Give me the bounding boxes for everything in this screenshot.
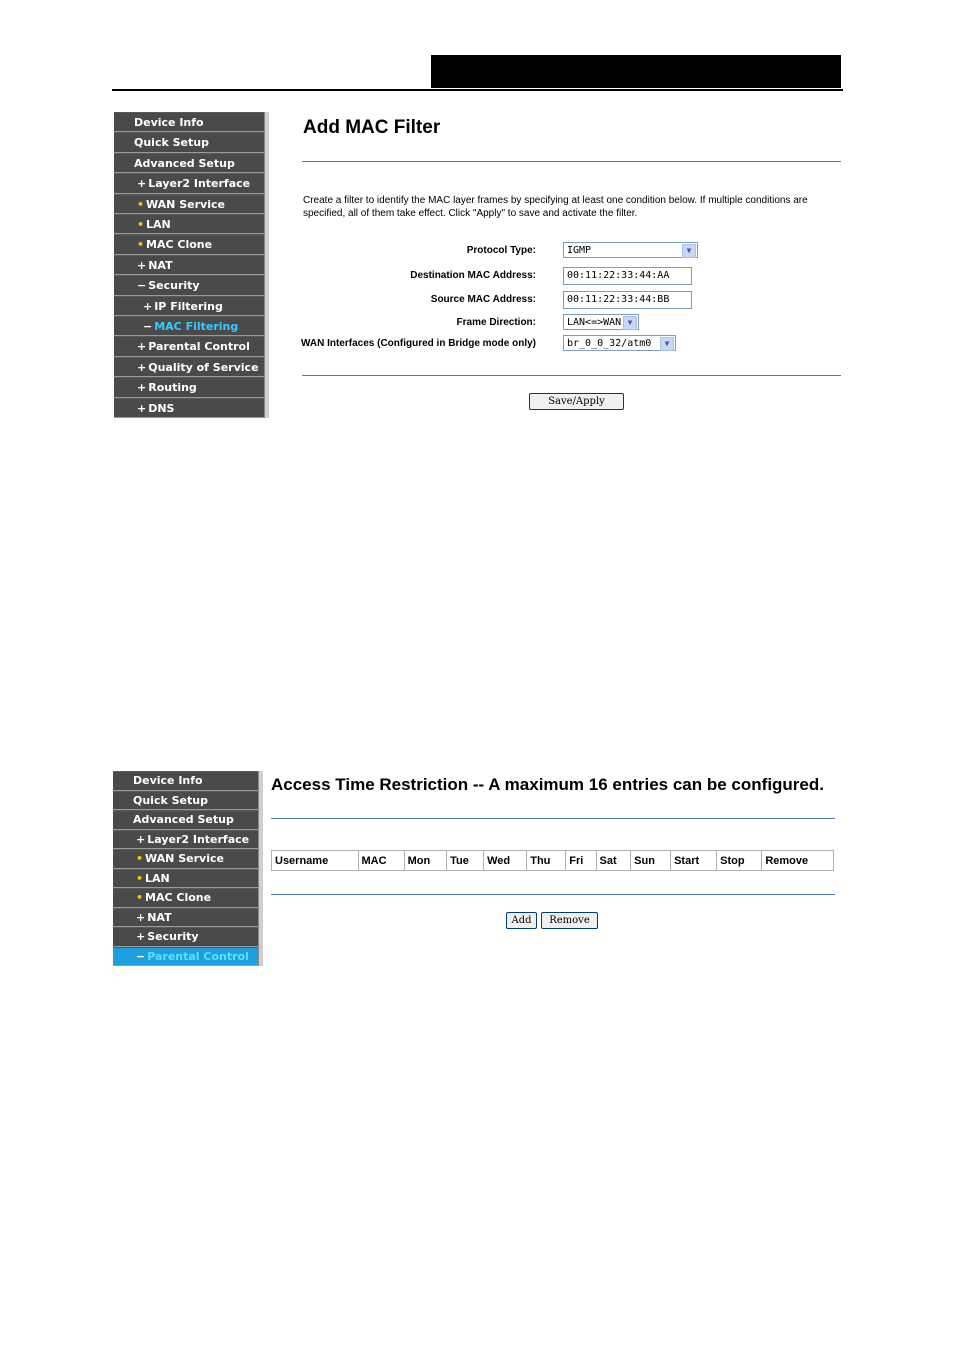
sidebar-item-ip-filtering[interactable]: [114, 297, 264, 316]
protocol-type-label: Protocol Type:: [466, 245, 536, 256]
sidebar-item-lan[interactable]: [113, 870, 258, 889]
sidebar-item-quick-setup[interactable]: [113, 792, 258, 811]
chevron-down-icon: ▼: [623, 316, 637, 330]
sidebar-item-label: NAT: [148, 258, 173, 272]
page-title: Add MAC Filter: [303, 117, 441, 138]
sidebar-item-layer2-interface[interactable]: [113, 831, 258, 850]
sidebar-item-quality-of-service[interactable]: [114, 358, 264, 377]
bullet-icon: •: [136, 891, 144, 904]
expand-icon: +: [137, 360, 147, 374]
sidebar-item-layer2-interface[interactable]: [114, 174, 264, 193]
expand-icon: +: [143, 299, 153, 313]
bullet-icon: •: [137, 218, 145, 231]
add-button[interactable]: Add: [506, 912, 537, 929]
sidebar-item-label: DNS: [148, 401, 175, 415]
column-header-thu: Thu: [527, 851, 566, 871]
frame-direction-select[interactable]: [563, 314, 639, 330]
restriction-table: [271, 850, 834, 871]
expand-icon: +: [137, 258, 147, 272]
sidebar-item-security[interactable]: [114, 276, 264, 295]
screenshot-access-time-restriction: [113, 771, 840, 966]
sidebar-nav: [113, 771, 258, 966]
expand-icon: +: [136, 910, 146, 924]
sidebar-item-advanced-setup[interactable]: [114, 154, 264, 173]
column-header-remove: Remove: [762, 851, 834, 871]
sidebar-item-label: Security: [148, 279, 200, 293]
sidebar-item-label: Quick Setup: [134, 136, 209, 150]
save-apply-button[interactable]: Save/Apply: [529, 393, 624, 410]
wan-interfaces-select[interactable]: [563, 335, 676, 351]
sidebar-item-advanced-setup[interactable]: [113, 811, 258, 830]
wan-interfaces-value: br_0_0_32/atm0: [567, 338, 652, 349]
column-header-stop: Stop: [717, 851, 762, 871]
column-header-wed: Wed: [484, 851, 527, 871]
sidebar-item-parental-control[interactable]: [113, 948, 258, 967]
collapse-icon: −: [136, 949, 146, 963]
sidebar-item-label: Layer2 Interface: [147, 832, 250, 846]
sidebar-item-mac-clone[interactable]: [114, 235, 264, 254]
header-bar: [431, 55, 841, 88]
title-divider: [271, 818, 835, 819]
sidebar-item-device-info[interactable]: [114, 113, 264, 132]
sidebar-item-nat[interactable]: [113, 909, 258, 928]
sidebar-item-label: Layer2 Interface: [148, 177, 251, 191]
expand-icon: +: [136, 832, 146, 846]
sidebar-item-security[interactable]: [113, 928, 258, 947]
column-header-fri: Fri: [566, 851, 596, 871]
sidebar-item-dns[interactable]: [114, 399, 264, 418]
expand-icon: +: [137, 401, 147, 415]
table-divider: [271, 894, 835, 895]
column-header-sat: Sat: [596, 851, 631, 871]
sidebar-item-parental-control[interactable]: [114, 337, 264, 356]
source-mac-input[interactable]: 00:11:22:33:44:BB: [563, 291, 692, 309]
expand-icon: +: [137, 381, 147, 395]
sidebar-item-label: LAN: [145, 871, 170, 885]
frame-direction-value: LAN<=>WAN: [567, 317, 622, 328]
sidebar-item-label: LAN: [146, 218, 171, 231]
wan-interfaces-label: WAN Interfaces (Configured in Bridge mode only): [300, 338, 536, 349]
sidebar-item-quick-setup[interactable]: [114, 133, 264, 152]
chevron-down-icon: ▼: [682, 244, 696, 258]
sidebar-item-label: MAC Filtering: [154, 320, 239, 333]
sidebar-item-label: Parental Control: [147, 949, 249, 963]
column-header-mac: MAC: [358, 851, 404, 871]
sidebar-item-mac-clone[interactable]: [113, 889, 258, 908]
sidebar-item-label: Quick Setup: [133, 793, 208, 807]
sidebar-item-label: Advanced Setup: [134, 156, 235, 170]
collapse-icon: −: [143, 320, 153, 333]
bullet-icon: •: [137, 238, 145, 252]
sidebar-item-wan-service[interactable]: [114, 195, 264, 214]
column-header-start: Start: [671, 851, 717, 871]
page-title: Access Time Restriction -- A maximum 16 entries can be configured.: [271, 775, 824, 794]
sidebar-item-label: Device Info: [134, 116, 204, 129]
protocol-type-value: IGMP: [567, 245, 592, 256]
sidebar-item-label: MAC Clone: [146, 238, 213, 252]
description-text: Create a filter to identify the MAC layer frames by specifying at least one condition below. If multiple conditions are specified, all of them take effect. Click "Apply" to save and activate the filter.: [303, 195, 808, 219]
sidebar-item-routing[interactable]: [114, 378, 264, 397]
sidebar-item-label: Security: [147, 930, 199, 943]
source-mac-label: Source MAC Address:: [430, 294, 536, 305]
sidebar-item-label: Parental Control: [148, 340, 250, 354]
sidebar-item-label: IP Filtering: [154, 299, 223, 313]
collapse-icon: −: [137, 279, 147, 293]
expand-icon: +: [137, 340, 147, 354]
remove-button[interactable]: Remove: [541, 912, 598, 929]
sidebar-item-label: Quality of Service: [148, 360, 259, 374]
table-header-row: [272, 851, 834, 871]
column-header-tue: Tue: [447, 851, 484, 871]
sidebar-item-label: WAN Service: [145, 852, 224, 865]
sidebar-item-label: NAT: [147, 910, 172, 924]
column-header-mon: Mon: [404, 851, 447, 871]
column-header-username: Username: [272, 851, 359, 871]
sidebar-item-label: MAC Clone: [145, 891, 212, 904]
sidebar-nav: [114, 112, 264, 418]
header-rule: [112, 89, 843, 91]
sidebar-item-device-info[interactable]: [113, 772, 258, 791]
screenshot-add-mac-filter: [114, 112, 841, 418]
protocol-type-select[interactable]: [563, 242, 698, 258]
destination-mac-label: Destination MAC Address:: [410, 270, 536, 281]
chevron-down-icon: ▼: [660, 337, 674, 351]
form-divider: [302, 375, 841, 376]
sidebar-edge: [258, 771, 263, 966]
sidebar-item-label: Device Info: [133, 774, 203, 787]
bullet-icon: •: [137, 197, 145, 211]
sidebar-edge: [264, 112, 269, 418]
title-divider: [302, 161, 841, 162]
destination-mac-input[interactable]: 00:11:22:33:44:AA: [563, 267, 692, 285]
bullet-icon: •: [136, 871, 144, 885]
sidebar-item-wan-service[interactable]: [113, 850, 258, 869]
expand-icon: +: [137, 177, 147, 191]
frame-direction-label: Frame Direction:: [456, 317, 536, 328]
sidebar-item-mac-filtering[interactable]: [114, 317, 264, 336]
bullet-icon: •: [136, 852, 144, 865]
expand-icon: +: [136, 930, 146, 943]
sidebar-item-label: Routing: [148, 381, 197, 395]
sidebar-item-lan[interactable]: [114, 215, 264, 234]
column-header-sun: Sun: [631, 851, 671, 871]
sidebar-item-label: Advanced Setup: [133, 813, 234, 826]
sidebar-item-label: WAN Service: [146, 197, 225, 211]
sidebar-item-nat[interactable]: [114, 256, 264, 275]
